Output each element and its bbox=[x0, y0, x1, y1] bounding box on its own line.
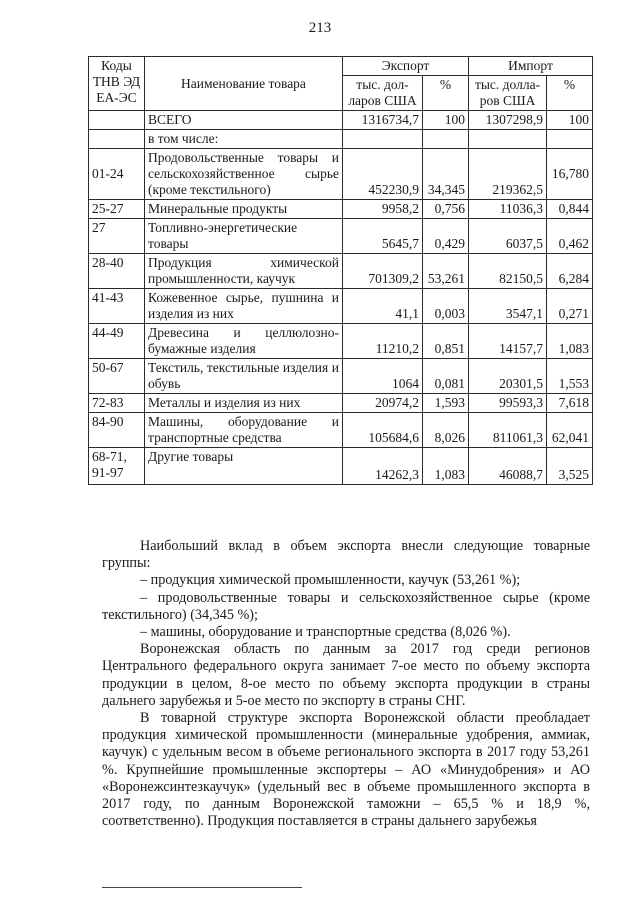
row-export-pct: 8,026 bbox=[423, 413, 469, 448]
total-export-pct: 100 bbox=[423, 111, 469, 130]
row-export-value: 9958,2 bbox=[343, 200, 423, 219]
row-export-pct: 0,429 bbox=[423, 219, 469, 254]
table-row bbox=[89, 289, 593, 324]
row-code: 68-71, 91-97 bbox=[89, 448, 145, 485]
row-import-value: 14157,7 bbox=[469, 324, 547, 359]
table-row-including bbox=[89, 130, 593, 149]
row-name: Топливно-энергетические товары bbox=[145, 219, 343, 254]
including-code bbox=[89, 130, 145, 149]
row-import-pct: 62,041 bbox=[547, 413, 593, 448]
including-label: в том числе: bbox=[145, 130, 343, 149]
row-export-pct: 0,081 bbox=[423, 359, 469, 394]
table-row bbox=[89, 413, 593, 448]
paragraph-structure: В товарной структуре экспорта Воронежской области преобладает продукция химической промышленности (минеральные удобрения, аммиак, каучук) с удельным весом в объеме регионального экспорта в 2017 году 53,261 %. Крупнейшие промышленные экспортеры – АО «Минудобрения» и АО «Воронежсинтезкаучук» (удельный вес в объеме промышленного экспорта в 2017 году, по данным Воронежской таможни – 65,5 % и 18,9 %, соответственно). Продукция поставляется в страны дальнего зарубежья bbox=[102, 710, 590, 830]
total-export-value: 1316734,7 bbox=[343, 111, 423, 130]
row-export-value: 20974,2 bbox=[343, 394, 423, 413]
row-code: 72-83 bbox=[89, 394, 145, 413]
row-import-pct: 6,284 bbox=[547, 254, 593, 289]
table-row bbox=[89, 448, 593, 485]
including-empty-2 bbox=[423, 130, 469, 149]
row-name: Металлы и изделия из них bbox=[145, 394, 343, 413]
including-empty-1 bbox=[343, 130, 423, 149]
row-export-value: 105684,6 bbox=[343, 413, 423, 448]
row-code: 50-67 bbox=[89, 359, 145, 394]
row-import-value: 99593,3 bbox=[469, 394, 547, 413]
header-import-value: тыс. долла-ров США bbox=[469, 76, 547, 111]
paragraph-intro: Наибольший вклад в объем экспорта внесли следующие товарные группы: bbox=[102, 538, 590, 572]
row-import-value: 20301,5 bbox=[469, 359, 547, 394]
table-row bbox=[89, 394, 593, 413]
header-import-pct: % bbox=[547, 76, 593, 111]
row-name: Машины, оборудование и транспортные средства bbox=[145, 413, 343, 448]
list-item: – продукция химической промышленности, каучук (53,261 %); bbox=[140, 572, 521, 589]
row-import-value: 219362,5 bbox=[469, 149, 547, 200]
header-codes: Коды ТНВ ЭД ЕА-ЭС bbox=[89, 57, 145, 111]
trade-table bbox=[88, 56, 593, 485]
row-import-pct: 0,844 bbox=[547, 200, 593, 219]
table-header-row bbox=[89, 57, 593, 76]
row-import-pct: 1,083 bbox=[547, 324, 593, 359]
row-import-value: 3547,1 bbox=[469, 289, 547, 324]
total-name: ВСЕГО bbox=[145, 111, 343, 130]
row-export-pct: 0,756 bbox=[423, 200, 469, 219]
total-code bbox=[89, 111, 145, 130]
table-row bbox=[89, 219, 593, 254]
row-name: Продовольственные товары и сельскохозяйственное сырье (кроме текстильного) bbox=[145, 149, 343, 200]
row-export-value: 41,1 bbox=[343, 289, 423, 324]
table-row bbox=[89, 149, 593, 200]
row-import-value: 82150,5 bbox=[469, 254, 547, 289]
including-empty-3 bbox=[469, 130, 547, 149]
header-name: Наименование товара bbox=[145, 57, 343, 111]
row-code: 01-24 bbox=[89, 149, 145, 200]
table-row-total bbox=[89, 111, 593, 130]
row-import-value: 11036,3 bbox=[469, 200, 547, 219]
header-import: Импорт bbox=[469, 57, 593, 76]
row-name: Минеральные продукты bbox=[145, 200, 343, 219]
row-name: Кожевенное сырье, пушнина и изделия из них bbox=[145, 289, 343, 324]
row-name: Другие товары bbox=[145, 448, 343, 485]
list-item: – машины, оборудование и транспортные средства (8,026 %). bbox=[140, 624, 511, 641]
row-name: Продукция химической промышленности, каучук bbox=[145, 254, 343, 289]
table-row bbox=[89, 324, 593, 359]
table-row bbox=[89, 200, 593, 219]
page-number: 213 bbox=[308, 20, 332, 36]
table-row bbox=[89, 359, 593, 394]
row-export-pct: 1,083 bbox=[423, 448, 469, 485]
header-export-value: тыс. дол-ларов США bbox=[343, 76, 423, 111]
including-empty-4 bbox=[547, 130, 593, 149]
body-text bbox=[102, 538, 590, 830]
row-import-value: 46088,7 bbox=[469, 448, 547, 485]
total-import-pct: 100 bbox=[547, 111, 593, 130]
paragraph-ranking: Воронежская область по данным за 2017 год среди регионов Центрального федерального округа занимает 7-ое место по объему экспорта продукции в целом, 8-ое место по объему экспорта продукции в страны дальнего зарубежья и 5-ое место по экспорту в страны СНГ. bbox=[102, 641, 590, 709]
row-import-pct: 0,462 bbox=[547, 219, 593, 254]
footnote-divider bbox=[102, 887, 302, 888]
row-import-value: 6037,5 bbox=[469, 219, 547, 254]
row-import-pct: 1,553 bbox=[547, 359, 593, 394]
row-export-value: 701309,2 bbox=[343, 254, 423, 289]
row-code: 41-43 bbox=[89, 289, 145, 324]
list-item: – продовольственные товары и сельскохозяйственное сырье (кроме текстильного) (34,345 %); bbox=[102, 589, 590, 623]
row-import-pct: 3,525 bbox=[547, 448, 593, 485]
row-export-pct: 1,593 bbox=[423, 394, 469, 413]
header-export-pct: % bbox=[423, 76, 469, 111]
row-code: 28-40 bbox=[89, 254, 145, 289]
row-import-pct: 7,618 bbox=[547, 394, 593, 413]
row-export-value: 14262,3 bbox=[343, 448, 423, 485]
row-import-pct: 0,271 bbox=[547, 289, 593, 324]
row-export-pct: 0,003 bbox=[423, 289, 469, 324]
row-code: 27 bbox=[89, 219, 145, 254]
row-export-value: 11210,2 bbox=[343, 324, 423, 359]
header-export: Экспорт bbox=[343, 57, 469, 76]
row-code: 84-90 bbox=[89, 413, 145, 448]
total-import-value: 1307298,9 bbox=[469, 111, 547, 130]
table-row bbox=[89, 254, 593, 289]
row-import-pct: 16,780 bbox=[547, 149, 593, 200]
row-export-value: 452230,9 bbox=[343, 149, 423, 200]
row-export-pct: 0,851 bbox=[423, 324, 469, 359]
row-code: 44-49 bbox=[89, 324, 145, 359]
row-export-value: 1064 bbox=[343, 359, 423, 394]
row-code: 25-27 bbox=[89, 200, 145, 219]
row-name: Текстиль, текстильные изделия и обувь bbox=[145, 359, 343, 394]
row-import-value: 811061,3 bbox=[469, 413, 547, 448]
row-name: Древесина и целлюлозно-бумажные изделия bbox=[145, 324, 343, 359]
row-export-pct: 34,345 bbox=[423, 149, 469, 200]
row-export-value: 5645,7 bbox=[343, 219, 423, 254]
row-export-pct: 53,261 bbox=[423, 254, 469, 289]
